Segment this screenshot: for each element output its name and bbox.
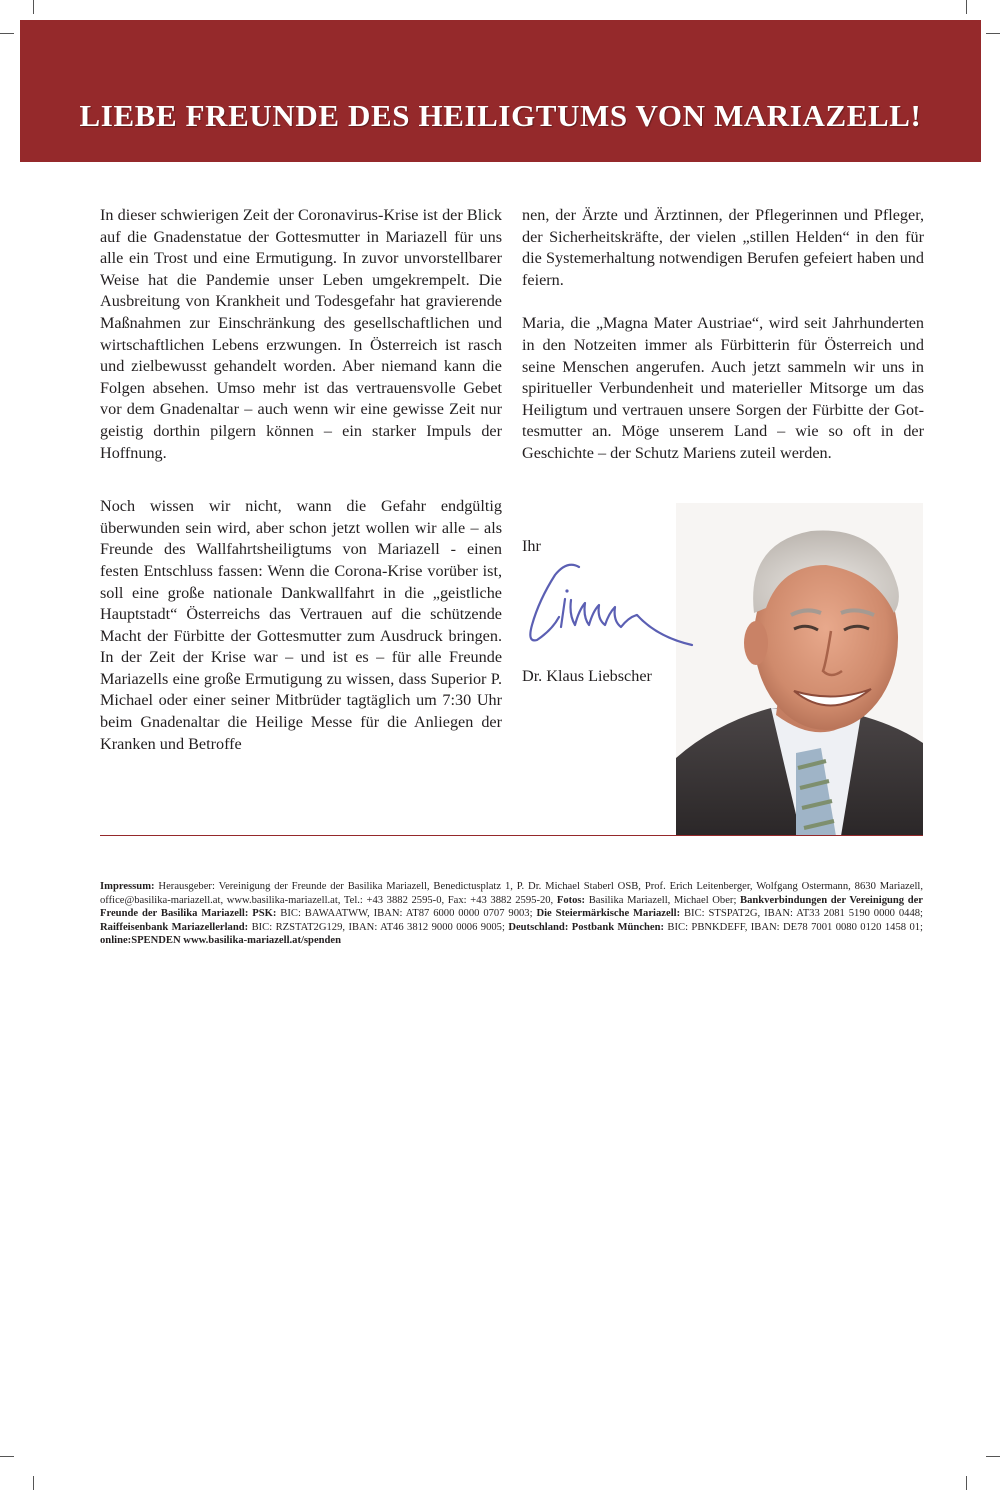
imprint-label: Fotos: (556, 894, 586, 906)
handwritten-signature (517, 555, 702, 660)
imprint-label: Raiffeisenbank Mariazellerland: (100, 921, 249, 933)
crop-mark (986, 33, 1000, 34)
crop-mark (986, 1456, 1000, 1457)
crop-mark (966, 0, 967, 14)
imprint-label: Die Steiermärkische Mariazell: (536, 908, 681, 920)
letter-closing: Ihr (522, 537, 541, 555)
crop-mark (0, 33, 14, 34)
letter-column-left (100, 205, 502, 777)
letter-paragraph: nen, der Ärzte und Ärztinnen, der Pflegerinnen und Pfleger, der Sicherheitskräfte, der vielen „stillen Helden“ in den für die Systemerhaltung notwendigen Berufen gefeiert haben und feiern. (522, 206, 924, 289)
crop-mark (33, 0, 34, 14)
header-banner (20, 20, 981, 162)
imprint-label: Deutschland: Postbank München: (508, 921, 665, 933)
portrait-photo (676, 503, 923, 836)
imprint (100, 880, 923, 948)
imprint-text: BIC: STSPAT2G, IBAN: AT33 2081 5190 0000 0448; (680, 908, 923, 920)
imprint-text: BIC: BAWAATWW, IBAN: AT87 6000 0000 0707 9003; (276, 908, 537, 920)
letter-paragraph: Noch wissen wir nicht, wann die Gefahr endgültig überwunden sein wird, aber schon jetzt wollen wir alle – als Freunde des Wallfahrtsheiligtums von Mariazell - einen festen Entschluss fassen: Wenn die Corona-Krise vorüber ist, soll eine große nationale Dankwallfahrt in die „geistliche Hauptstadt“ Österreichs das Vertrauen auf die schützende Macht der Fürbitte der Gottesmutter zum Ausdruck bringen. In der Zeit der Krise war – und ist es – für alle Freunde Mariazells eine große Ermutigung zu wissen, dass Superior P. Michael oder einer seiner Mitbrüder tagtäglich um 7:30 Uhr beim Gnadenaltar die Heilige Messe für die Anliegen der Kranken und Betroffe (100, 497, 502, 753)
imprint-text: BIC: RZSTAT2G129, IBAN: AT46 3812 9000 0006 9005; (248, 921, 509, 933)
imprint-text: Basilika Mariazell, Michael Ober; (585, 894, 741, 906)
donation-link[interactable]: online:SPENDEN www.basilika-mariazell.at/spenden (100, 935, 342, 947)
letter-paragraph: In dieser schwierigen Zeit der Coronavirus-Krise ist der Blick auf die Gnadenstatue der Gottesmutter in Mariazell für uns alle ein Trost und eine Ermutigung. In zuvor unvorstellbarer Weise hat die Pandemie unser Leben umgekrempelt. Die Ausbreitung von Krankheit und Todesgefahr hat gravierende Maßnahmen zur Einschränkung des gesellschaftlichen und wirtschaftlichen Lebens erzwungen. In Österreich ist rasch und zielbewusst gehandelt worden. Aber niemand kann die Folgen absehen. Umso mehr ist das vertrauensvolle Gebet vor dem Gnadenaltar – auch wenn wir eine gewisse Zeit nur geistig dorthin pilgern können – ein starker Impuls der Hoffnung. (100, 206, 502, 462)
letter-column-right (522, 205, 924, 487)
page-title: LIEBE FREUNDE DES HEILIGTUMS VON MARIAZELL! (79, 98, 922, 133)
imprint-text: Herausgeber: Vereinigung der Freunde der Basilika Mariazell, Benedictusplatz 1, P. Dr. Michael Staberl OSB, Prof. Erich Leitenberger, Wolfgang Ostermann, 8630 Mariazell, office@basilika-mariazell.at, www.basilika-mariazell.at, Tel.: +43 3882 2595-0, Fax: +43 3882 2595-20, (100, 881, 923, 906)
signature-name: Dr. Klaus Liebscher (522, 667, 652, 685)
crop-mark (966, 1476, 967, 1490)
crop-mark (33, 1476, 34, 1490)
imprint-label: Impressum: (100, 881, 155, 892)
imprint-text: BIC: PBNKDEFF, IBAN: DE78 7001 0080 0120 1458 01; (664, 921, 923, 933)
divider (100, 835, 923, 836)
imprint-label: Bankverbindungen der Vereinigung der Freunde der Basilika Mariazell: PSK: (100, 894, 923, 920)
crop-mark (0, 1456, 14, 1457)
letter-paragraph: Maria, die „Magna Mater Austriae“, wird seit Jahrhunderten in den Notzeiten immer als Fürbitterin für Österreich und seine Menschen angerufen. Auch jetzt sammeln wir uns in spiritueller Verbundenheit und materieller Mitsorge um das Heiligtum und vertrauen unsere Sorgen der Fürbitte der Gottesmutter an. Möge unserem Land – wie so oft in der Geschichte – der Schutz Mariens zuteil werden. (522, 314, 924, 462)
